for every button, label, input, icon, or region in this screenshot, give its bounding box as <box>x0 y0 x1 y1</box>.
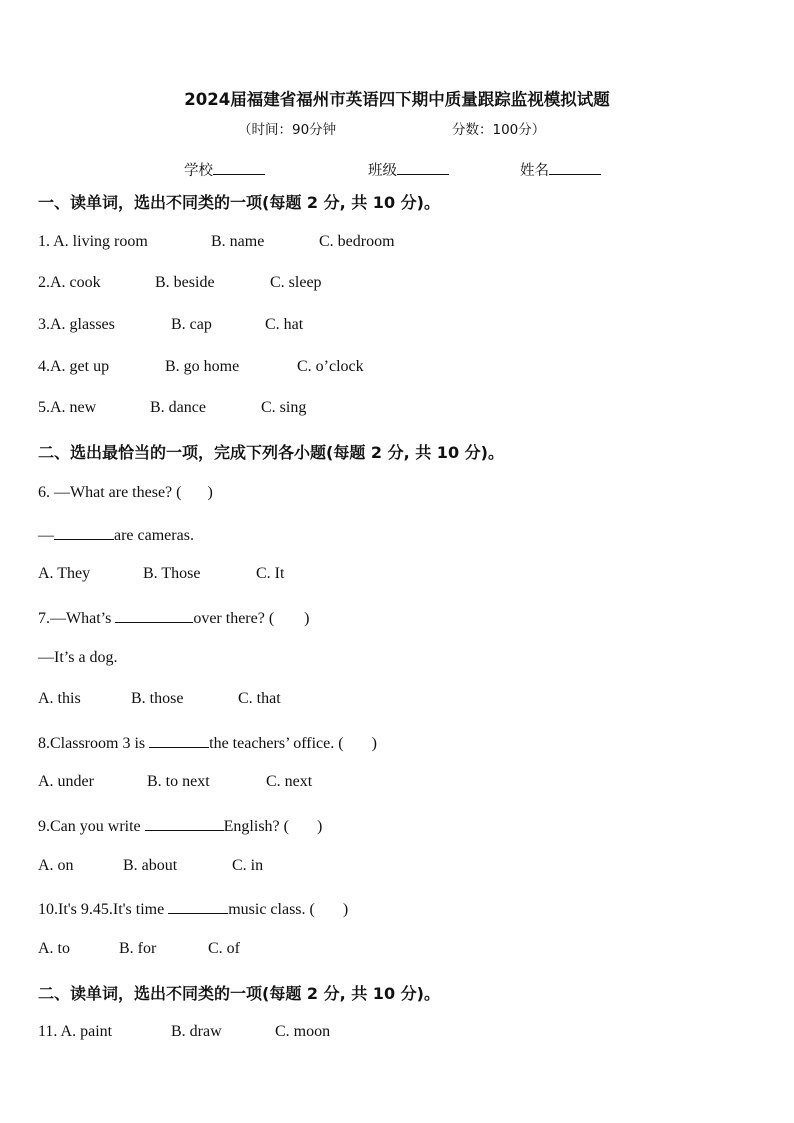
q9-answer-slot[interactable] <box>289 816 317 831</box>
q10-option-b: B. for <box>119 940 157 957</box>
q10-blank[interactable] <box>168 898 228 914</box>
q8-answer-slot[interactable] <box>344 733 372 748</box>
q2-number: 2. <box>38 274 50 291</box>
q2-option-a: A. cook <box>50 274 101 291</box>
q6-option-b: B. Those <box>143 565 201 582</box>
q3-option-a: A. glasses <box>50 316 115 333</box>
school-blank[interactable] <box>213 160 265 175</box>
question-3 <box>38 316 758 338</box>
q1-option-c: C. bedroom <box>319 233 395 250</box>
q1-option-b: B. name <box>211 233 265 250</box>
class-field <box>368 159 449 180</box>
q5-option-c: C. sing <box>261 399 307 416</box>
q10-option-a: A. to <box>38 940 70 957</box>
name-label: 姓名 <box>520 163 549 179</box>
q8-question: 8.Classroom 3 is <box>38 735 150 752</box>
q7-blank[interactable] <box>115 607 193 623</box>
section-1-heading: 一、读单词，选出不同类的一项(每题 2 分, 共 10 分)。 <box>38 193 440 212</box>
q10-close-paren: ) <box>342 901 349 918</box>
q5-number: 5. <box>38 399 50 416</box>
q11-option-b: B. draw <box>171 1023 222 1040</box>
name-blank[interactable] <box>549 160 601 175</box>
q6-option-c: C. It <box>256 565 285 582</box>
q6-reply-text: are cameras. <box>114 527 194 544</box>
question-2 <box>38 274 758 296</box>
q4-option-b: B. go home <box>165 358 240 375</box>
school-field <box>184 159 265 180</box>
q4-number: 4. <box>38 358 50 375</box>
q9-question-end: English? ( <box>223 818 289 835</box>
question-4 <box>38 358 758 380</box>
q7-stem <box>38 607 310 628</box>
q6-options <box>38 565 758 587</box>
q9-option-b: B. about <box>123 857 178 874</box>
section-2-heading: 二、选出最恰当的一项，完成下列各小题(每题 2 分, 共 10 分)。 <box>38 443 504 462</box>
q8-option-a: A. under <box>38 773 94 790</box>
q7-option-a: A. this <box>38 690 81 707</box>
q10-options <box>38 940 758 962</box>
q8-blank[interactable] <box>149 732 209 748</box>
question-11 <box>38 1023 758 1045</box>
q1-number: 1. <box>38 233 54 250</box>
q7-answer-slot[interactable] <box>274 608 304 623</box>
q10-question-end: music class. ( <box>228 901 315 918</box>
q9-options <box>38 857 758 879</box>
q3-option-b: B. cap <box>171 316 212 333</box>
q10-stem <box>38 898 348 919</box>
q10-question: 10.It's 9.45.It's time <box>38 901 169 918</box>
q6-stem <box>38 482 213 502</box>
q11-option-c: C. moon <box>275 1023 331 1040</box>
q9-question: 9.Can you write <box>38 818 145 835</box>
class-blank[interactable] <box>397 160 449 175</box>
q7-options <box>38 690 758 712</box>
q10-answer-slot[interactable] <box>315 899 343 914</box>
q4-option-a: A. get up <box>50 358 110 375</box>
exam-score: 分数：100分） <box>452 122 546 138</box>
q5-option-a: A. new <box>50 399 97 416</box>
q6-dash: — <box>38 527 54 544</box>
q8-options <box>38 773 758 795</box>
q9-option-c: C. in <box>232 857 264 874</box>
q7-reply: —It’s a dog. <box>38 649 118 666</box>
q8-stem <box>38 732 377 753</box>
exam-time: （时间：90分钟 <box>238 122 337 138</box>
q8-close-paren: ) <box>371 735 377 752</box>
q8-question-end: the teachers’ office. ( <box>209 735 344 752</box>
section-3-heading: 二、读单词，选出不同类的一项(每题 2 分, 共 10 分)。 <box>38 984 440 1003</box>
q3-option-c: C. hat <box>265 316 304 333</box>
q6-close-paren: ) <box>207 484 213 501</box>
question-1 <box>38 233 758 255</box>
q6-option-a: A. They <box>38 565 91 582</box>
question-5 <box>38 399 758 421</box>
q10-option-c: C. of <box>208 940 240 957</box>
school-label: 学校 <box>184 163 213 179</box>
q8-option-b: B. to next <box>147 773 210 790</box>
q9-stem <box>38 815 322 836</box>
q7-question: 7.—What’s <box>38 610 116 627</box>
page-title: 2024届福建省福州市英语四下期中质量跟踪监视模拟试题 <box>184 90 610 109</box>
q3-number: 3. <box>38 316 50 333</box>
q8-option-c: C. next <box>266 773 313 790</box>
q7-question-end: over there? ( <box>193 610 275 627</box>
class-label: 班级 <box>368 163 397 179</box>
q9-option-a: A. on <box>38 857 74 874</box>
q6-reply <box>38 524 194 545</box>
q11-number: 11. <box>38 1023 61 1040</box>
q1-option-a: A. living room <box>53 233 148 250</box>
q9-close-paren: ) <box>316 818 323 835</box>
q2-option-b: B. beside <box>155 274 215 291</box>
name-field <box>520 159 601 180</box>
q7-close-paren: ) <box>304 610 310 627</box>
q6-blank[interactable] <box>54 524 114 540</box>
q7-option-b: B. those <box>131 690 184 707</box>
q6-question: 6. —What are these? ( <box>38 484 182 501</box>
q2-option-c: C. sleep <box>270 274 322 291</box>
q6-answer-slot[interactable] <box>181 482 207 497</box>
q7-option-c: C. that <box>238 690 281 707</box>
q4-option-c: C. o’clock <box>297 358 364 375</box>
q5-option-b: B. dance <box>150 399 206 416</box>
q9-blank[interactable] <box>145 815 224 831</box>
q11-option-a: A. paint <box>60 1023 113 1040</box>
